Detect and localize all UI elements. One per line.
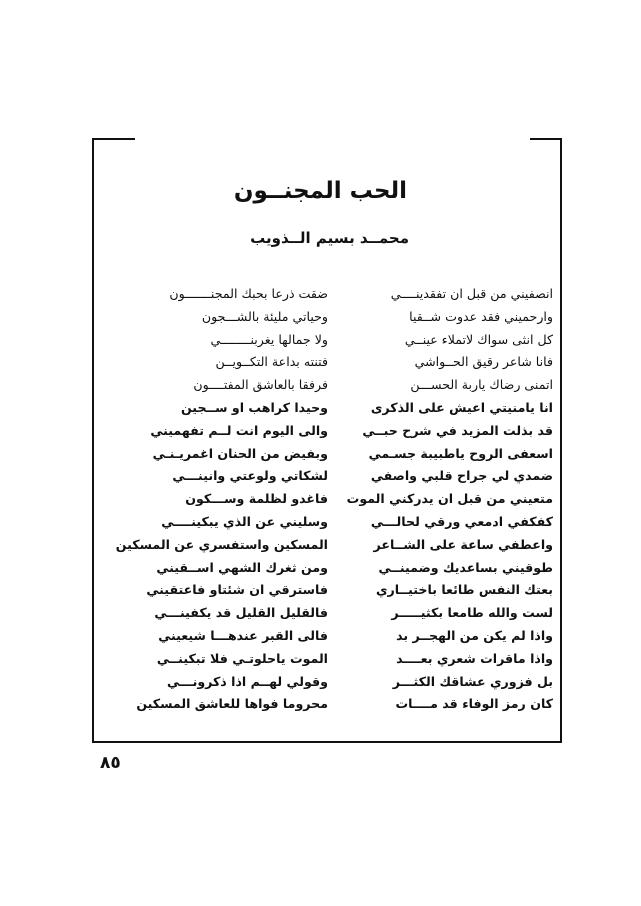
poem-right-line: طوقيني بساعديك وضمينــي (378, 559, 553, 575)
poem-right-line: كل انثى سواك لاتملاء عينــي (404, 331, 553, 347)
poem-left-line: والى اليوم انت لــم تفهميني (150, 422, 328, 438)
poem-left-line: وبفيض من الحنان اغمريـنـي (152, 445, 328, 461)
poem-right-line: وارحميني فقد عدوت شــقيا (409, 308, 553, 324)
poem-right-line: اتمنى رضاك ياربة الحســـن (410, 377, 553, 393)
poem-left-line: ولا جمالها يغربنــــــــي (210, 331, 328, 347)
poem-left-line: وقولي لهــم اذا ذكرونـــي (166, 673, 328, 689)
poem-left-line: فالقليل القليل قد يكفينـــي (154, 605, 328, 621)
poem-right-line: كفكفي ادمعي ورقي لحالـــي (370, 513, 553, 529)
poem-left-line: وحياتي مليئة بالشـــجون (201, 308, 328, 324)
poem-left-line: وحيدا كراهب او ســجين (180, 399, 328, 415)
poem-left-line: محروما فواها للعاشق المسكين (136, 696, 328, 712)
poem-left-line: لشكاتي ولوعتي وانينـــي (172, 468, 328, 484)
poem-right-line: انا يامنيتي اعيش على الذكرى (370, 399, 553, 415)
poem-right-line: قد بذلت المزيد في شرح حبــي (362, 422, 553, 438)
poem-right-line: بل فزوري عشاقك الكثـــر (392, 673, 553, 689)
poem-right-line: واعطفي ساعة على الشــاعر (373, 536, 553, 552)
poem-right-line: ضمدي لي جراح قلبي واصفي (370, 468, 553, 484)
poem-title: الحب المجنــون (233, 178, 408, 204)
poem-right-line: واذا ماقرات شعري بعــــد (396, 650, 553, 666)
poem-column-left (96, 283, 328, 716)
poem-column-right (335, 283, 553, 716)
poem-right-line: واذا لم يكن من الهجــر بد (396, 627, 553, 643)
poem-left-line: ومن ثغرك الشهي اســقيني (156, 559, 328, 575)
poem-right-line: بعتك النفس طائعا باختيــاري (375, 582, 553, 598)
poem-right-line: كان رمز الوفاء قد مــــات (395, 696, 553, 712)
poem-left-line: فتنته بداعة التكــويــن (215, 354, 328, 370)
frame-top-gap (135, 136, 530, 141)
poem-left-line: فاغدو لظلمة وســـكون (185, 491, 328, 507)
poem-right-line: لست والله طامعا بكثيـــــر (391, 605, 553, 621)
poem-author: محمــد بسيم الــذويب (250, 229, 409, 247)
poem-left-line: الموت ياحلوتـي فلا تبكينــي (156, 650, 328, 666)
poem-right-line: انصفيني من قبل ان تفقدينــــي (390, 286, 553, 301)
poem-right-line: فانا شاعر رقيق الحــواشي (414, 354, 553, 370)
poem-right-line: اسعفى الروح ياطبيبة جسـمي (368, 445, 553, 461)
poem-left-line: ضقت ذرعا بحبك المجنـــــــون (169, 286, 328, 301)
poem-left-line: فاسترقي ان شئتاو فاعتقيني (146, 582, 328, 598)
page-number: ٨٥ (100, 753, 121, 773)
poem-left-line: المسكين واستفسري عن المسكين (115, 536, 328, 552)
poem-left-line: وسليني عن الذي يبكينــــي (161, 513, 328, 529)
poem-right-line: متعيني من قبل ان يدركني الموت (346, 491, 553, 507)
poem-left-line: فالى القبر عندهـــا شيعيني (158, 627, 328, 643)
poem-left-line: فرفقا بالعاشق المفتــــون (193, 377, 328, 393)
